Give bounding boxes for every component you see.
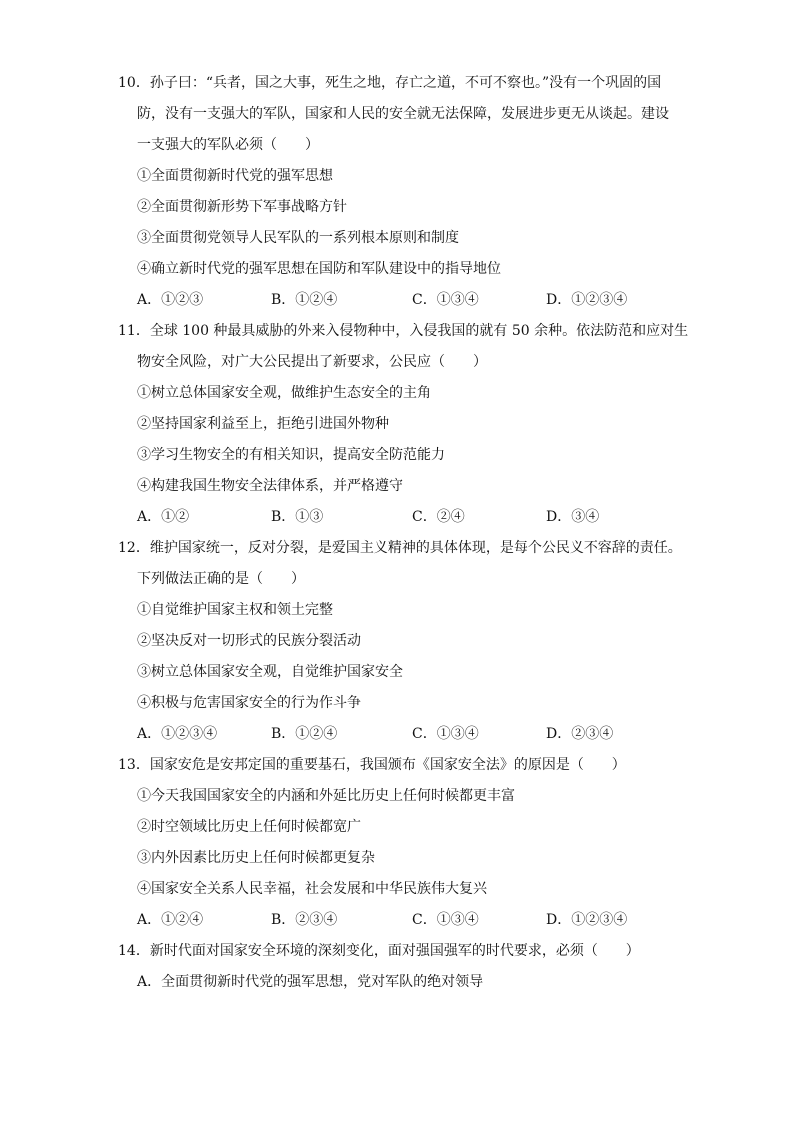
question-stem-line: 10．孙子曰：“兵者，国之大事，死生之地，存亡之道，不可不察也。”没有一个巩固的国 [118, 75, 662, 91]
answer-choices [118, 502, 688, 533]
question-stem-line: 下列做法正确的是（ ） [137, 571, 305, 587]
statement-option: ④积极与危害国家安全的行为作斗争 [137, 695, 361, 711]
statement-option: ③内外因素比历史上任何时候都更复杂 [137, 850, 375, 866]
answer-choice-b: B．①②④ [271, 726, 338, 742]
question-stem-line: 13．国家安危是安邦定国的重要基石，我国颁布《国家安全法》的原因是（ ） [118, 757, 626, 773]
statement-option: ④确立新时代党的强军思想在国防和军队建设中的指导地位 [137, 261, 501, 277]
question-stem-line: 防，没有一支强大的军队，国家和人民的安全就无法保障，发展进步更无从谈起。建设 [137, 106, 669, 122]
statement-option: ②全面贯彻新形势下军事战略方针 [137, 199, 347, 215]
question-stem-line: 12．维护国家统一，反对分裂，是爱国主义精神的具体体现，是每个公民义不容辞的责任。 [118, 540, 682, 556]
statement-option: ③树立总体国家安全观，自觉维护国家安全 [137, 664, 403, 680]
statement-option: ④国家安全关系人民幸福，社会发展和中华民族伟大复兴 [137, 881, 487, 897]
answer-choice-c: C．②④ [412, 509, 465, 525]
answer-choice-a: A．①② [137, 509, 190, 525]
question-list [118, 68, 688, 998]
answer-choice-d: D．①②③④ [546, 912, 628, 928]
question-11 [118, 316, 688, 533]
statement-option: ③学习生物安全的有相关知识，提高安全防范能力 [137, 447, 445, 463]
answer-choice-d: D．①②③④ [546, 292, 628, 308]
statement-option: ②坚持国家利益至上，拒绝引进国外物种 [137, 416, 389, 432]
question-stem-line: 14．新时代面对国家安全环境的深刻变化，面对强国强军的时代要求，必须（ ） [118, 943, 640, 959]
question-12 [118, 533, 688, 750]
question-10 [118, 68, 688, 316]
statement-option: ④构建我国生物安全法律体系，并严格遵守 [137, 478, 403, 494]
answer-choice-d: D．③④ [546, 509, 600, 525]
answer-choice-b: B．①③ [271, 509, 324, 525]
answer-choice-c: C．①③④ [412, 912, 479, 928]
question-stem-line: 11．全球 100 种最具威胁的外来入侵物种中，入侵我国的就有 50 余种。依法防范和应对生 [118, 323, 689, 339]
statement-option: ②坚决反对一切形式的民族分裂活动 [137, 633, 361, 649]
answer-choice-a: A．全面贯彻新时代党的强军思想，党对军队的绝对领导 [137, 974, 484, 990]
question-stem-line: 物安全风险，对广大公民提出了新要求，公民应（ ） [137, 354, 487, 370]
answer-choices [118, 905, 688, 936]
statement-option: ①自觉维护国家主权和领土完整 [137, 602, 333, 618]
answer-choice-a: A．①②④ [137, 912, 204, 928]
statement-option: ①今天我国国家安全的内涵和外延比历史上任何时候都更丰富 [137, 788, 515, 804]
statement-option: ①树立总体国家安全观，做维护生态安全的主角 [137, 385, 431, 401]
answer-choice-a: A．①②③ [137, 292, 204, 308]
answer-choices [118, 719, 688, 750]
answer-choice-b: B．①②④ [271, 292, 338, 308]
statement-option: ③全面贯彻党领导人民军队的一系列根本原则和制度 [137, 230, 459, 246]
answer-choice-d: D．②③④ [546, 726, 614, 742]
answer-choice-c: C．①③④ [412, 726, 479, 742]
answer-choice-a: A．①②③④ [137, 726, 218, 742]
answer-choice-b: B．②③④ [271, 912, 338, 928]
question-14 [118, 936, 688, 998]
answer-choices [118, 285, 688, 316]
question-13 [118, 750, 688, 936]
statement-option: ②时空领域比历史上任何时候都宽广 [137, 819, 361, 835]
answer-choice-c: C．①③④ [412, 292, 479, 308]
question-stem-line: 一支强大的军队必须（ ） [137, 137, 319, 153]
statement-option: ①全面贯彻新时代党的强军思想 [137, 168, 333, 184]
